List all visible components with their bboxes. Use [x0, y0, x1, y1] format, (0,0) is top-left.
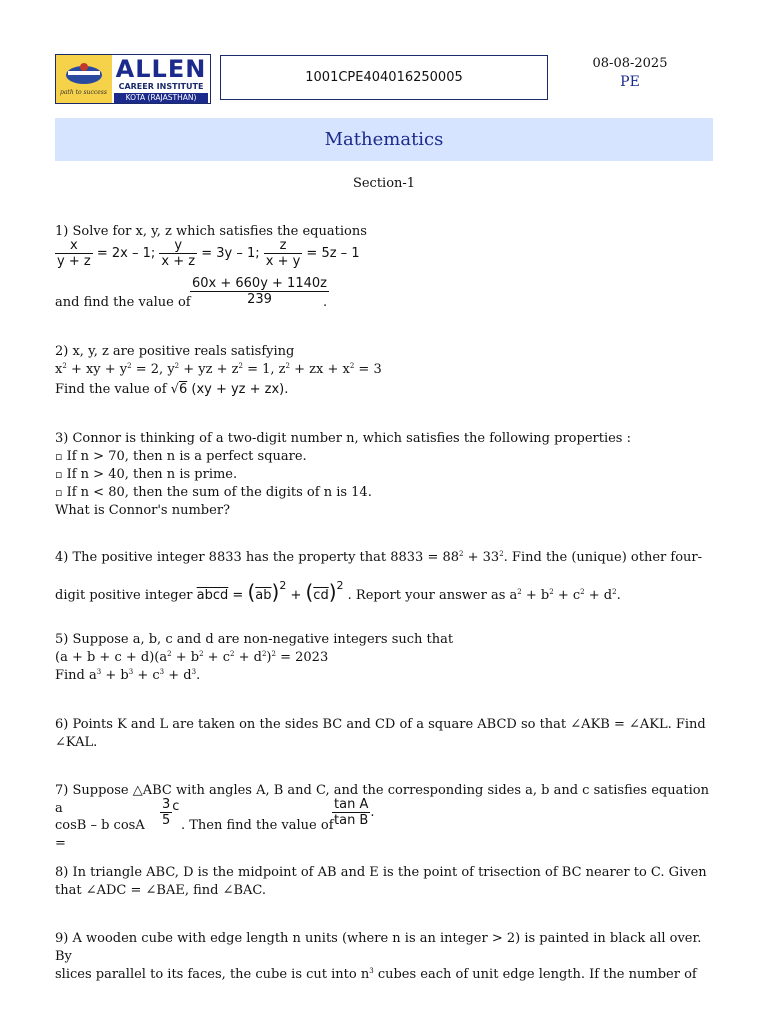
- question-7: [55, 782, 715, 818]
- question-5: [55, 631, 715, 685]
- q3-property-1: ▫ If n > 70, then n is a perfect square.: [55, 449, 307, 464]
- q1-find-label: and find the value of: [55, 295, 191, 310]
- q3-property-2: ▫ If n > 40, then n is prime.: [55, 467, 238, 482]
- q9-line-2: slices parallel to its faces, the cube is cut into $n^3$ cubes each of unit edge length. If the number of: [55, 967, 697, 982]
- exam-date: 08-08-2025: [592, 56, 668, 71]
- subject-banner: [55, 118, 713, 161]
- q4-line-1: 4) The positive integer 8833 has the property that $8833 = 88^2 + 33^2$. Find the (unique) other four-: [55, 550, 703, 565]
- q3-question: What is Connor's number?: [55, 503, 231, 518]
- q1-target-expression: $\frac{60x + 660y + 1140z}{239}$: [192, 276, 327, 307]
- bullet-icon: ▫: [55, 450, 63, 463]
- q5-text: 5) Suppose a, b, c and d are non-negative integers such that: [55, 632, 454, 647]
- logo-brand: ALLEN: [115, 55, 207, 83]
- q1-text: 1) Solve for x, y, z which satisfies the equations: [55, 224, 367, 239]
- q6-line-1: 6) Points K and L are taken on the sides BC and CD of a square ABCD so that ∠AKB = ∠AKL. Find: [55, 717, 706, 732]
- section-title: Section-1: [352, 176, 416, 191]
- paper-code-box: [220, 55, 548, 100]
- question-9: [55, 930, 715, 984]
- q4-line-2: digit positive integer abcd = $(\overline{ab})^2 + (\overline{cd})^2$ . Report your answer as $a^2 + b^2 + c^2 + d^2$.: [55, 579, 621, 604]
- subject-title: Mathematics: [324, 129, 444, 150]
- q7-tan-ratio: $\frac{\text{tan A}}{\text{tan B}}$ .: [334, 797, 375, 828]
- q1-period: .: [323, 295, 328, 310]
- question-3: [55, 430, 715, 520]
- stream-label: PE: [620, 74, 640, 90]
- logo-city: KOTA (RAJASTHAN): [114, 93, 208, 103]
- question-8: [55, 864, 715, 900]
- q3-text: 3) Connor is thinking of a two-digit number n, which satisfies the following properties :: [55, 431, 631, 446]
- question-2: [55, 343, 715, 399]
- q6-line-2: ∠KAL.: [55, 735, 98, 750]
- allen-logo: [55, 54, 211, 104]
- question-4: [55, 549, 715, 567]
- logo-tagline: path to success: [60, 89, 107, 96]
- q2-text: 2) x, y, z are positive reals satisfying: [55, 344, 295, 359]
- paper-code: 1001CPE404016250005: [305, 70, 463, 85]
- q1-fraction-2: $\frac{y}{x + z}$: [161, 238, 196, 269]
- bullet-icon: ▫: [55, 468, 63, 481]
- logo-subtitle: CAREER INSTITUTE: [118, 82, 204, 91]
- q7-line-2b: . Then find the value of: [181, 818, 334, 833]
- q1-equations: $\frac{x}{y + z}$ = 2x – 1; $\frac{y}{x + z}$ = 3y – 1; $\frac{z}{x + y}$ = 5z – 1: [57, 238, 360, 269]
- q8-line-1: 8) In triangle ABC, D is the midpoint of AB and E is the point of trisection of BC nearer to C. Given: [55, 865, 707, 880]
- q7-line-1: 7) Suppose △ABC with angles A, B and C, and the corresponding sides a, b and c satisfies equation a: [55, 783, 709, 816]
- bullet-icon: ▫: [55, 486, 63, 499]
- q4-abcd: abcd: [196, 588, 229, 603]
- q2-equation: $x^2$ + xy + $y^2 = 2$, $y^2$ + yz + $z^2 = 1$, $z^2$ + zx + $x^2 = 3$: [55, 362, 382, 377]
- question-6: [55, 716, 715, 752]
- q1-fraction-3: $\frac{z}{x + y}$: [265, 238, 301, 269]
- q7-line-2a: cosB – b cosA =: [55, 818, 145, 851]
- q1-fraction-1: $\frac{x}{y + z}$: [57, 238, 91, 269]
- q9-line-1: 9) A wooden cube with edge length n units (where n is an integer > 2) is painted in black all over. By: [55, 931, 702, 964]
- q5-equation: $(a + b + c + d)(a^2 + b^2 + c^2 + d^2)^2 = 2023$: [55, 650, 329, 665]
- q7-fraction: $\frac{3}{5}$ c: [162, 797, 180, 828]
- q3-property-3: ▫ If n < 80, then the sum of the digits of n is 14.: [55, 485, 372, 500]
- q8-line-2: that ∠ADC = ∠BAE, find ∠BAC.: [55, 883, 267, 898]
- q2-find: Find the value of √6 (xy + yz + zx).: [55, 382, 289, 397]
- q5-find: Find $a^3 + b^3 + c^3 + d^3$.: [55, 668, 201, 683]
